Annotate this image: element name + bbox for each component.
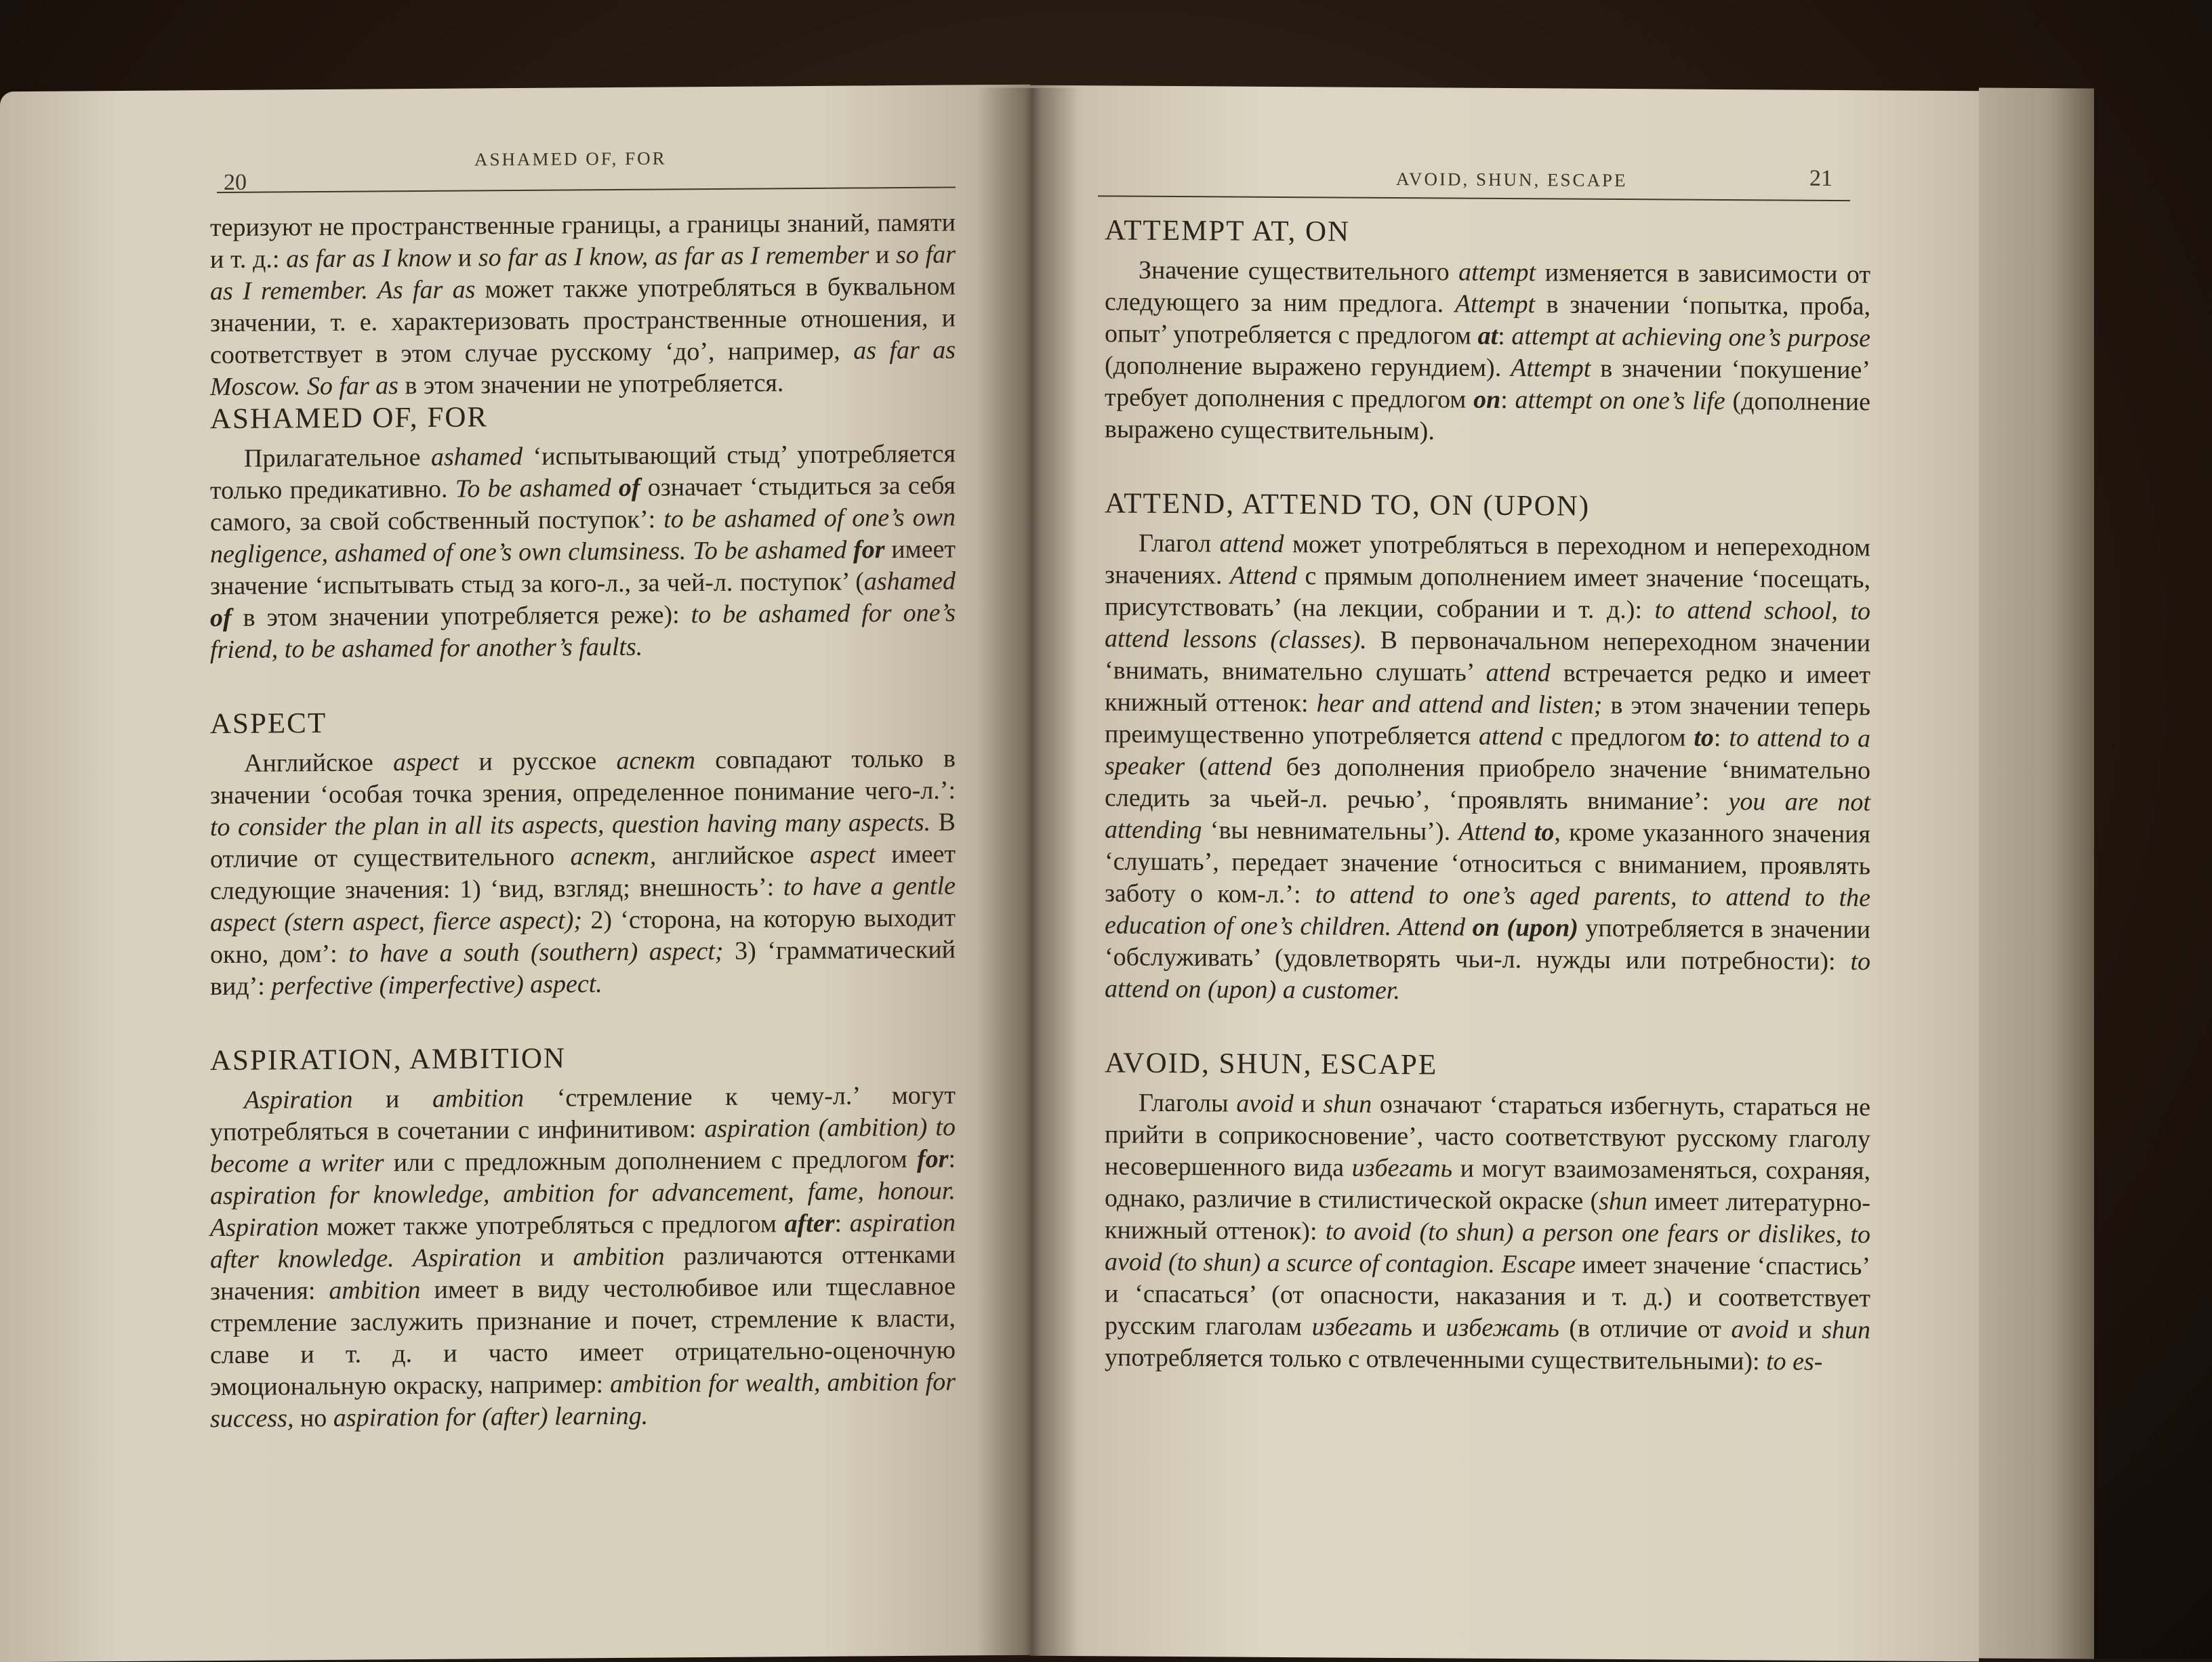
left-page (0, 85, 1030, 1662)
entry-heading: ATTEMPT AT, ON (1105, 214, 1351, 248)
text-run: : (1498, 321, 1512, 351)
entry-heading: ASPIRATION, AMBITION (210, 1042, 566, 1077)
italic-example: to be ashamed for one’s friend, to be ashamed for another’s faults. (210, 598, 956, 665)
text-run: имеет значение ‘спастись’ и ‘спасаться’ (от опасности, наказания и т. д.) и соответствует русским глаголам (1105, 1250, 1871, 1342)
italic-example: ambition (432, 1083, 525, 1113)
italic-example: ashamed (430, 442, 523, 472)
text-run: без дополнения приобрело значение ‘внимательно следить за чьей-л. речью’, ‘проявлять внимание’: (1105, 752, 1870, 816)
text-run: означают ‘стараться избегнуть, стараться не прийти в соприкосновение’, часто соответствуют русскому глаголу несовершенного вида (1105, 1089, 1871, 1182)
preposition-keyword: for (853, 535, 885, 564)
text-run: с предлогом (1542, 722, 1694, 752)
header-rule (1098, 195, 1850, 201)
italic-example: to attend on (upon) a customer. (1105, 947, 1870, 1005)
italic-example: shun (1599, 1186, 1647, 1216)
preposition-keyword: at (1477, 321, 1498, 350)
text-run: ( (1185, 752, 1208, 781)
text-run: Прилагательное (244, 442, 431, 473)
page-number: 21 (1809, 165, 1832, 191)
italic-example: ambition (329, 1275, 421, 1305)
left-text-block (210, 207, 956, 1435)
text-run: но (293, 1403, 333, 1433)
text-run: В отличие от существительного (210, 808, 956, 874)
text-run: с прямым дополнением имеет значение ‘посещать, присутствовать’ (на лекции, собрании и т. д.): (1105, 562, 1870, 625)
italic-example: аспект (616, 746, 695, 775)
italic-example: аспект, (570, 842, 657, 871)
italic-example: to consider the plan in all its aspects, question having many aspects. (210, 808, 931, 842)
italic-example: attempt at achieving one’s purpose (1511, 322, 1870, 353)
italic-example: attempt (1458, 257, 1536, 287)
text-run: и (352, 1084, 432, 1114)
text-run: ‘стремление к чему-л.’ могут употребляться в сочетании с инфинитивом: (210, 1081, 956, 1147)
text-run: употребляется в значении ‘обслуживать’ (удовлетворять чьи-л. нужды или потребности): (1105, 913, 1870, 976)
italic-example: Attend (1458, 817, 1534, 847)
text-run: и могут взаимозаменяться, сохраняя, однако, различие в стилистической окраске ( (1105, 1154, 1870, 1216)
text-run: совпадают только в значении ‘особая точка зрения, определенное понимание чего-л.’: (210, 744, 956, 810)
italic-example: To be ashamed (455, 473, 619, 503)
entry-heading: ASPECT (210, 707, 327, 741)
entry-heading: AVOID, SHUN, ESCAPE (1105, 1047, 1438, 1081)
italic-example: Aspiration (244, 1085, 353, 1115)
entry-paragraph (1105, 254, 1870, 450)
italic-example: attend (1207, 752, 1272, 781)
entry-paragraph (1105, 1087, 1870, 1378)
preposition-keyword: for (916, 1144, 949, 1173)
preposition-keyword: on (upon) (1472, 913, 1578, 942)
text-run: в этом значении употребляется реже): (231, 600, 691, 632)
running-head: AVOID, SHUN, ESCAPE (1396, 169, 1628, 191)
italic-example: so far as I know, (478, 242, 649, 272)
text-run: (в отличие от (1559, 1314, 1732, 1344)
preposition-keyword: on (1473, 385, 1501, 414)
italic-example: to have a south (southern) aspect; (348, 936, 724, 968)
entry-heading: ASHAMED OF, FOR (210, 401, 489, 436)
italic-example: ambition for wealth, ambition for success, (210, 1367, 956, 1434)
italic-example: avoid (1731, 1315, 1788, 1344)
preposition-keyword: to (1694, 723, 1714, 752)
italic-example: attend (1486, 658, 1551, 688)
text-run: встречается редко и имеет книжный оттенок: (1105, 659, 1870, 718)
right-page (1030, 85, 1979, 1662)
text-run: в этом значении не употребляется. (398, 369, 784, 400)
italic-example: aspect (809, 840, 876, 869)
text-run: и русское (459, 746, 617, 776)
italic-example: to be ashamed of one’s own negligence, ashamed of one’s own clumsiness. To be ashamed (210, 503, 956, 569)
text-run: имеет значение ‘испытывать стыд за кого-л., за чей-л. поступок’ ( (210, 535, 956, 601)
text-run: и (869, 241, 897, 270)
italic-example: you are not attending (1105, 787, 1870, 845)
italic-example: to attend to a speaker (1105, 724, 1870, 781)
italic-example: perfective (imperfective) aspect. (271, 970, 602, 1001)
italic-example: to have a gentle aspect (stern aspect, fierce aspect); (210, 871, 956, 938)
text-run: английское (656, 840, 810, 871)
italic-example: Attend (1229, 561, 1298, 591)
text-run: имеет литературно-книжный оттенок): (1105, 1187, 1870, 1246)
italic-example: избегать (1311, 1312, 1412, 1342)
text-run: Значение существительного (1139, 255, 1459, 287)
italic-example: to attend school, to attend lessons (classes). (1105, 596, 1870, 655)
text-run: ‘вы невнимательны’). (1202, 816, 1459, 846)
text-run: 2) ‘сторона, на которую выходит окно, дом’: (210, 903, 956, 970)
italic-example: aspiration for knowledge, ambition for advancement, fame, honour. Aspiration (210, 1176, 956, 1243)
text-run: и (1293, 1089, 1324, 1119)
italic-example: to es- (1766, 1347, 1823, 1376)
text-run: может также употребляться в буквальном значении, т. е. характеризовать пространственные отношения, и соответствует в этом случае русскому ‘до’, например, (210, 272, 956, 370)
page-number: 20 (224, 169, 247, 196)
italic-example: избежать (1446, 1313, 1559, 1343)
text-run: Глаголы (1139, 1088, 1237, 1118)
italic-example: shun (1822, 1315, 1871, 1345)
continued-paragraph (210, 207, 956, 403)
text-run: различаются оттенками значения: (210, 1240, 956, 1306)
text-run: (дополнение выражено существительным). (1105, 386, 1870, 446)
italic-example: attend (1478, 722, 1543, 751)
text-run: и (521, 1243, 573, 1272)
text-run: : (1500, 385, 1515, 415)
text-run: (дополнение выражено герундием). (1105, 351, 1511, 383)
running-head: ASHAMED OF, FOR (474, 148, 667, 170)
text-run: может употребляться в переходном и непереходном значениях. (1105, 530, 1870, 590)
italic-example: aspiration after knowledge. Aspiration (210, 1208, 956, 1274)
left-entries (210, 398, 956, 1435)
italic-example: aspect (393, 747, 459, 777)
preposition-keyword: after (784, 1209, 835, 1239)
italic-example: attempt on one’s life (1515, 386, 1725, 415)
italic-example: shun (1323, 1089, 1372, 1119)
italic-example: Attempt (1511, 354, 1591, 383)
entry-heading: ATTEND, ATTEND TO, ON (UPON) (1105, 487, 1591, 522)
text-run: в значении ‘попытка, проба, опыт’ употребляется с предлогом (1105, 290, 1870, 350)
text-run: употребляется только с отвлеченными существительными): (1105, 1343, 1767, 1376)
text-run (648, 243, 655, 271)
italic-example: as far as Moscow. So far as (210, 335, 956, 402)
right-entries (1105, 214, 1870, 1378)
text-run: : (1713, 723, 1729, 753)
text-run: изменяется в зависимости от следующего за ним предлога. (1105, 258, 1870, 318)
italic-example: aspiration for (after) learning. (333, 1401, 649, 1432)
header-rule (217, 186, 956, 193)
text-run: Английское (244, 748, 394, 778)
italic-example: Attempt (1454, 289, 1536, 319)
text-run: : (834, 1209, 850, 1238)
text-run: : (948, 1144, 956, 1173)
text-run: Глагол (1139, 528, 1220, 558)
text-run: и (1412, 1313, 1446, 1342)
italic-example: to avoid (to shun) a person one fears or dislikes, to avoid (to shun) a scurce of contagion. Escape (1105, 1217, 1870, 1279)
italic-example: ambition (573, 1242, 665, 1272)
text-run: 3) ‘грамматический вид’: (210, 935, 956, 1001)
text-run: , кроме указанного значения ‘слушать’, передает значение ‘относиться с вниманием, проявлять заботу о ком-л.’: (1105, 818, 1870, 909)
text-run: ‘испытывающий стыд’ употребляется только предикативно. (210, 439, 956, 505)
entry-paragraph (210, 743, 956, 1003)
italic-example: aspiration (ambition) to become a writer (210, 1113, 956, 1179)
text-run: в значении ‘покушение’ требует дополнения с предлогом (1105, 354, 1870, 414)
page-stack-edge (1979, 87, 2094, 1659)
text-run: или с предложным дополнением с предлогом (384, 1144, 917, 1178)
open-book (0, 88, 2212, 1659)
entry-paragraph (210, 438, 956, 666)
preposition-keyword: to (1534, 818, 1555, 847)
italic-example: attend (1219, 529, 1284, 559)
right-text-block (1105, 214, 1870, 1378)
italic-example: so far as I remember. As far as (210, 240, 956, 306)
italic-example: to attend to one’s aged parents, to attend to the education of one’s children. Attend (1105, 880, 1871, 942)
text-run: В первоначальном непереходном значении ‘внимать, внимательно слушать’ (1105, 625, 1870, 687)
entry-paragraph (1105, 527, 1870, 1010)
text-run: и (451, 243, 478, 272)
preposition-keyword: of (210, 603, 232, 633)
text-run: теризуют не пространственные границы, а границы знаний, памяти и т. д.: (210, 208, 956, 274)
italic-example: избегать (1351, 1153, 1453, 1183)
italic-example: as far as I remember (655, 241, 869, 271)
text-run: имеет в виду честолюбивое или тщеславное стремление заслужить признание и почет, стремление к власти, славе и т. д. и часто имеет отрицательно-оценочную эмоциональную окраску, например: (210, 1272, 956, 1402)
text-run: означает ‘стыдиться за себя самого, за свой собственный поступок’: (210, 471, 956, 537)
text-run: и (1788, 1315, 1822, 1344)
entry-paragraph (210, 1079, 956, 1435)
preposition-keyword: of (618, 473, 640, 502)
italic-example: avoid (1236, 1089, 1294, 1119)
text-run: в этом значении теперь преимущественно употребляется (1105, 690, 1870, 751)
italic-example: hear and attend and listen; (1316, 689, 1603, 720)
text-run: имеет следующие значения: 1) ‘вид, взгляд; внешность’: (210, 839, 956, 906)
italic-example: as far as I know (286, 243, 451, 274)
text-run: может также употребляться с предлогом (319, 1209, 785, 1242)
italic-example: ashamed (863, 566, 956, 596)
